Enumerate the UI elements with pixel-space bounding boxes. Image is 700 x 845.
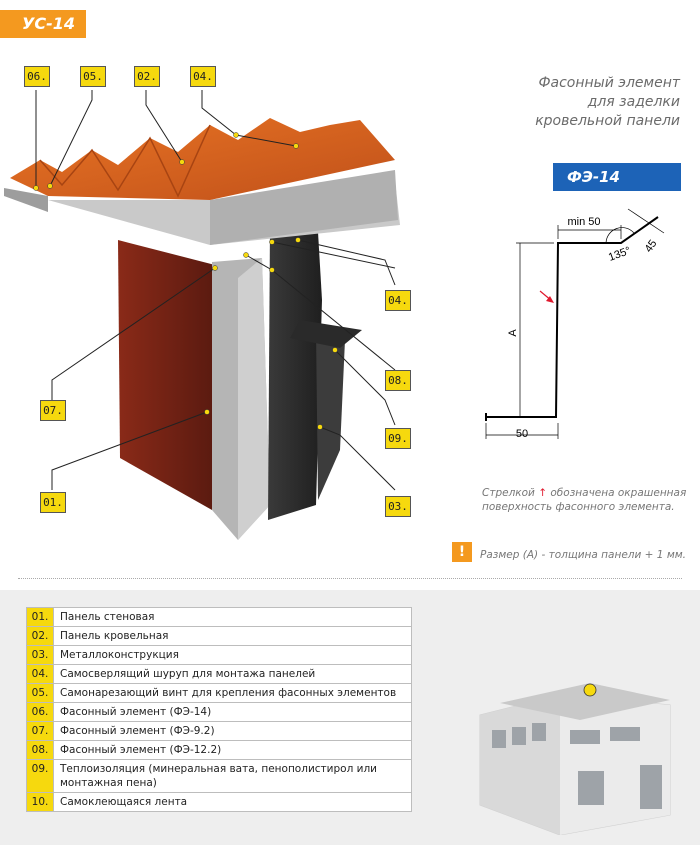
legend-num: 07. [27, 722, 54, 741]
legend-num: 02. [27, 627, 54, 646]
arrow-note-a: Стрелкой [482, 487, 535, 499]
arrow-note [482, 486, 686, 514]
legend-table [26, 607, 412, 812]
dim-height: A [507, 329, 519, 337]
dim-min-width: min 50 [567, 216, 601, 228]
label-07-left: 07. [40, 400, 66, 421]
legend-text: Самосверлящий шуруп для монтажа панелей [54, 665, 412, 684]
size-note: Размер (А) - толщина панели + 1 мм. [480, 549, 687, 561]
section-divider [18, 578, 682, 579]
table-row [27, 703, 412, 722]
legend-text: Металлоконструкция [54, 646, 412, 665]
wall-panel-front [118, 240, 215, 510]
profile-shape [486, 217, 658, 417]
label-08-right: 08. [385, 370, 411, 391]
dim-leg: 45 [642, 237, 660, 255]
steel-column [268, 225, 322, 520]
part-code-badge: ФЭ-14 [553, 163, 681, 191]
legend-text: Фасонный элемент (ФЭ-12.2) [54, 741, 412, 760]
table-row [27, 760, 412, 793]
product-code-badge: УС-14 [0, 10, 86, 38]
legend-num: 10. [27, 793, 54, 812]
legend-num: 05. [27, 684, 54, 703]
dim-angle: 135° [606, 244, 633, 264]
warning-icon: ! [452, 542, 472, 562]
dim-base-width: 50 [515, 428, 529, 440]
label-04-right: 04. [385, 290, 411, 311]
title-line-1: Фасонный элемент [538, 75, 680, 91]
assembly-illustration [0, 0, 470, 560]
table-row [27, 627, 412, 646]
table-row [27, 793, 412, 812]
legend-text: Теплоизоляция (минеральная вата, пенополистирол или монтажная пена) [54, 760, 412, 793]
arrow-note-c: поверхность фасонного элемента. [482, 501, 675, 513]
table-row [27, 684, 412, 703]
label-01-left: 01. [40, 492, 66, 513]
legend-text: Фасонный элемент (ФЭ-9.2) [54, 722, 412, 741]
label-02-top: 02. [134, 66, 160, 87]
table-row [27, 722, 412, 741]
legend-num: 04. [27, 665, 54, 684]
table-row [27, 646, 412, 665]
legend-text: Самоклеющаяся лента [54, 793, 412, 812]
legend-num: 06. [27, 703, 54, 722]
legend-text: Фасонный элемент (ФЭ-14) [54, 703, 412, 722]
wall-panel-side [238, 258, 270, 540]
diagram-title [496, 74, 680, 131]
arrow-note-b: обозначена окрашенная [550, 487, 687, 499]
callout-marker-icon [584, 684, 596, 696]
profile-drawing [478, 205, 678, 445]
label-06-top: 06. [24, 66, 50, 87]
label-09-right: 09. [385, 428, 411, 449]
label-05-top: 05. [80, 66, 106, 87]
legend-num: 01. [27, 608, 54, 627]
legend-num: 08. [27, 741, 54, 760]
legend-num: 03. [27, 646, 54, 665]
legend-num: 09. [27, 760, 54, 793]
building-thumbnail [470, 675, 680, 835]
red-arrow-icon: ↑ [538, 487, 548, 499]
legend-text: Панель кровельная [54, 627, 412, 646]
table-row [27, 741, 412, 760]
title-line-3: кровельной панели [535, 113, 680, 129]
table-row [27, 665, 412, 684]
legend-text: Панель стеновая [54, 608, 412, 627]
label-03-right: 03. [385, 496, 411, 517]
label-04-top: 04. [190, 66, 216, 87]
table-row [27, 608, 412, 627]
legend-text: Самонарезающий винт для крепления фасонных элементов [54, 684, 412, 703]
title-line-2: для заделки [587, 94, 680, 110]
